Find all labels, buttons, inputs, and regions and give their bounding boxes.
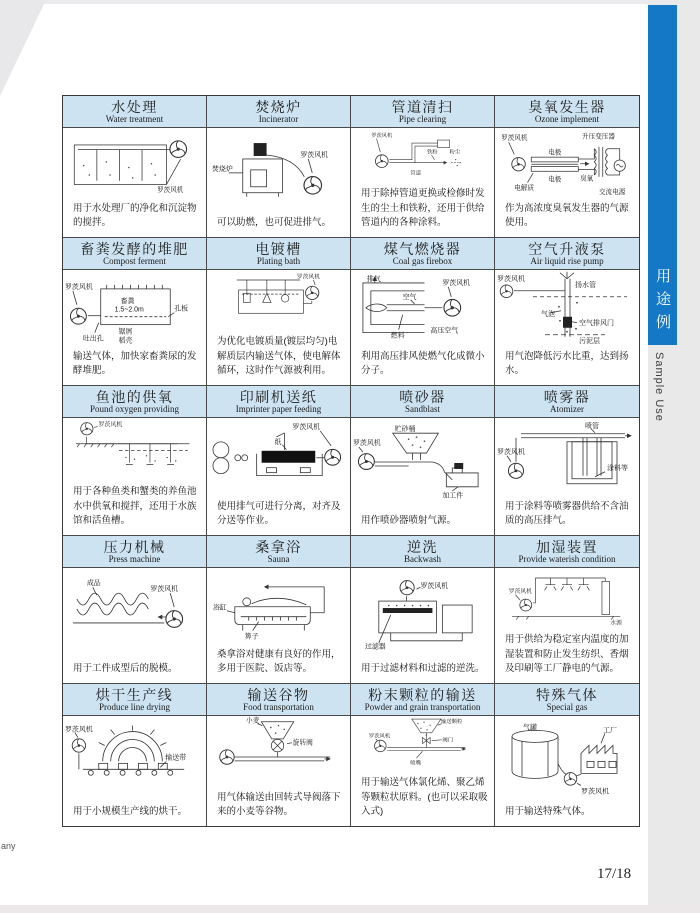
diagram-label: 罗茨风机 xyxy=(300,151,329,159)
diagram-label: 电解质 xyxy=(514,185,535,193)
cell-title-zh: 输送谷物 xyxy=(247,687,310,703)
diagram-svg xyxy=(495,568,639,631)
diagram-label: 排气 xyxy=(366,275,381,283)
diagram-label: 旋转阀 xyxy=(292,739,313,747)
diagram-label: 罗茨风机 xyxy=(157,186,184,194)
cell-sauna xyxy=(207,536,351,684)
diagram-label: 罗茨风机 xyxy=(150,586,179,594)
cell-header xyxy=(63,386,206,418)
cell-header xyxy=(207,238,350,270)
diagram-drawing xyxy=(379,587,472,643)
diagram-label: 空气 xyxy=(402,293,417,301)
diagram-water-treatment xyxy=(63,128,206,200)
diagram-drawing xyxy=(512,578,620,620)
cell-description: 利用高压排风使燃气化成微小分子。 xyxy=(361,350,485,376)
diagram-label: 罗茨风机 xyxy=(352,440,381,448)
cell-description: 用气泡降低污水比重，达到扬水。 xyxy=(505,350,629,376)
diagram-label: 罗茨风机 xyxy=(371,133,393,140)
diagram-grain-transport xyxy=(207,716,350,789)
side-tab-use-example xyxy=(648,5,677,345)
diagram-drying-line xyxy=(63,716,206,803)
cell-title-zh: 管道清扫 xyxy=(391,99,454,115)
diagram-label: 罗茨风机 xyxy=(64,726,93,734)
diagram-label: 罗茨风机 xyxy=(296,274,321,281)
cell-description: 用于涂料等喷雾器供给不含油质的高压排气。 xyxy=(505,500,629,526)
diagram-label: 喷嘴 xyxy=(410,760,421,767)
diagram-svg xyxy=(207,128,350,214)
cell-powder-transport xyxy=(351,684,495,826)
diagram-svg xyxy=(351,568,494,658)
cell-title-en: Powder and grain transportation xyxy=(364,702,481,713)
cell-title-zh: 焚烧炉 xyxy=(255,99,302,115)
diagram-label: 焚烧炉 xyxy=(211,165,233,173)
cell-title-en: Provide waterish condition xyxy=(518,554,616,565)
diagram-label: 气罐 xyxy=(523,724,537,732)
cell-backwash xyxy=(351,536,495,684)
cell-title-en: Pound oxygen providing xyxy=(90,404,179,415)
diagram-svg xyxy=(351,128,494,185)
cell-incinerator xyxy=(207,96,351,238)
cell-header xyxy=(207,684,350,716)
diagram-svg xyxy=(63,418,206,483)
cell-header xyxy=(495,96,639,128)
cell-title-zh: 逆洗 xyxy=(407,539,438,555)
blower-icon xyxy=(564,773,577,786)
cell-air-lift-pump xyxy=(495,238,639,386)
diagram-label: 输送颗粒 xyxy=(440,718,463,725)
cell-title-zh: 空气升液泵 xyxy=(528,241,606,257)
diagram-atomizer xyxy=(495,418,639,498)
cell-title-zh: 电镀槽 xyxy=(255,241,302,257)
diagram-label: 水源 xyxy=(610,620,622,627)
cell-title-zh: 粉末颗粒的输送 xyxy=(368,687,477,703)
cell-description: 用于工件成型后的脱模。 xyxy=(73,662,178,674)
cell-description: 用作喷砂器喷射气源。 xyxy=(361,514,457,526)
diagram-svg xyxy=(207,716,350,789)
diagram-svg xyxy=(351,270,494,348)
cell-title-zh: 印刷机送纸 xyxy=(239,389,318,405)
bubbles xyxy=(125,455,176,462)
air-valve xyxy=(563,317,572,328)
bottom-strip xyxy=(0,905,700,913)
blower-icon xyxy=(304,177,322,195)
cell-special-gas xyxy=(495,684,639,826)
cell-description: 用于输送特殊气体。 xyxy=(505,805,591,817)
cell-title-zh: 桑拿浴 xyxy=(255,539,302,555)
diagram-drawing xyxy=(237,280,315,313)
powder-dots xyxy=(417,722,430,736)
cell-title-zh: 畜粪发酵的堆肥 xyxy=(80,241,189,257)
blower-icon xyxy=(170,141,187,158)
diagram-svg xyxy=(63,270,206,348)
cell-title-en: Sandblast xyxy=(405,404,440,415)
cell-title-en: Imprinter paper feeding xyxy=(235,404,322,415)
diagram-label: 加工件 xyxy=(442,492,464,500)
diagram-special-gas xyxy=(495,716,639,803)
diagram-compost xyxy=(63,270,206,348)
page-corner-fold xyxy=(0,0,46,96)
diagram-fish-pond xyxy=(63,418,206,483)
cell-water-treatment xyxy=(63,96,207,238)
diagram-svg xyxy=(63,716,206,803)
cell-header xyxy=(63,238,206,270)
diagram-label: 畜粪 xyxy=(120,297,135,305)
cell-description: 用于除掉管道更换或检修时发生的尘土和铁粉，还用于供给管道内的各种涂料。 xyxy=(361,188,485,228)
cell-description: 使用排气可进行分离，对齐及分送等作业。 xyxy=(217,500,341,526)
cell-humidifier xyxy=(495,536,639,684)
chimney xyxy=(254,143,267,156)
diagram-label: 罗茨风机 xyxy=(501,135,528,143)
wheat-dots xyxy=(270,725,285,734)
cell-title-en: Food transportation xyxy=(243,702,314,713)
cell-description: 用气体输送由回转式导阀落下来的小麦等谷物。 xyxy=(217,791,341,817)
diagram-label: 电极 xyxy=(548,176,562,184)
cell-printer-paper-feeding xyxy=(207,386,351,536)
filter-dots xyxy=(388,605,429,607)
diagram-svg xyxy=(63,128,206,200)
footer-partial-text: any xyxy=(1,841,16,851)
cell-header xyxy=(495,684,639,716)
cell-title-en: Pipe clearing xyxy=(398,114,447,125)
blower-icon xyxy=(375,740,387,752)
diagram-label: 贮砂桶 xyxy=(394,426,416,434)
diagram-label: 输送带 xyxy=(165,754,187,762)
cell-title-en: Compost ferment xyxy=(103,256,166,267)
cell-header xyxy=(495,238,639,270)
cell-title-en: Special gas xyxy=(546,702,588,713)
diagram-label: 罗茨风机 xyxy=(508,588,532,595)
diagram-label: 电极 xyxy=(548,149,562,157)
diagram-label: 稻壳 xyxy=(118,337,133,345)
diagram-label: 喷管 xyxy=(585,422,599,430)
blower-icon xyxy=(220,750,234,764)
cell-header xyxy=(495,536,639,568)
diagram-svg xyxy=(207,568,350,646)
diagram-label: 罗茨风机 xyxy=(64,283,93,291)
diagram-svg xyxy=(495,418,639,498)
cell-fish-pond-oxygen xyxy=(63,386,207,536)
cell-press-machine xyxy=(63,536,207,684)
diagram-drawing xyxy=(74,145,180,185)
diagram-drawing xyxy=(76,427,189,465)
cell-header xyxy=(63,536,206,568)
diagram-label: 高压空气 xyxy=(430,327,459,335)
diagram-sandblast xyxy=(351,418,494,508)
blower-icon xyxy=(325,449,341,465)
cell-description: 用于小规模生产线的烘干。 xyxy=(73,805,188,817)
diagram-coal-gas-firebox xyxy=(351,270,494,348)
cell-title-en: Press machine xyxy=(108,554,161,565)
diagram-label: 吐出孔 xyxy=(82,335,104,343)
diagram-label: 罗茨风机 xyxy=(581,788,609,796)
cell-description: 用于供给为稳定室内温度的加湿装置和防止发生纺织、香烟及印刷等工厂静电的气源。 xyxy=(505,634,629,674)
diagram-label: 涂料等 xyxy=(607,464,628,472)
blower-icon xyxy=(444,299,461,316)
paper-stack xyxy=(262,451,316,463)
cell-title-en: Plating bath xyxy=(256,256,301,267)
diagram-svg xyxy=(63,568,206,658)
filter-layer xyxy=(383,608,433,613)
cell-header xyxy=(351,96,494,128)
cell-atomizer xyxy=(495,386,639,536)
diagram-label: 成品 xyxy=(86,580,101,588)
diagram-incinerator xyxy=(207,128,350,214)
diagram-drawing xyxy=(235,722,330,761)
cell-header xyxy=(207,536,350,568)
sand-dots xyxy=(408,436,425,448)
diagram-backwash xyxy=(351,568,494,658)
cell-description: 输送气体，加快家畜粪尿的发酵堆肥。 xyxy=(73,350,197,376)
page-top-edge xyxy=(0,0,700,4)
diagram-label: 罗茨风机 xyxy=(292,423,321,431)
cell-description: 为优化电镀质量(镀层均匀)电解质层内输送气体，使电解体循环，这时作气源被利用。 xyxy=(217,336,341,376)
diagram-drawing xyxy=(363,277,451,333)
blower-icon xyxy=(358,454,374,470)
diagram-label: 扬水管 xyxy=(575,281,596,289)
diagram-label: 臭氧 xyxy=(580,175,594,183)
cell-header xyxy=(207,386,350,418)
cell-title-en: Incinerator xyxy=(258,114,299,125)
cell-title-zh: 喷砂器 xyxy=(399,389,446,405)
cell-header xyxy=(351,536,494,568)
diagram-drawing xyxy=(509,142,626,182)
di​agram-label: 罗茨风机 xyxy=(368,733,391,740)
blower-icon xyxy=(512,157,525,170)
cell-coal-gas-firebox xyxy=(351,238,495,386)
cell-description: 桑拿浴对健康有良好的作用，多用于医院、饭店等。 xyxy=(217,648,341,674)
diagram-label: 空气排风门 xyxy=(579,319,614,327)
cell-header xyxy=(351,238,494,270)
cell-compost-ferment xyxy=(63,238,207,386)
cell-header xyxy=(207,96,350,128)
blower-icon xyxy=(81,423,93,435)
diagram-pipe-clearing xyxy=(351,128,494,185)
diagram-label: 孔板 xyxy=(174,305,189,313)
diagram-label: 罗茨风机 xyxy=(497,275,525,283)
blower-icon xyxy=(166,611,183,628)
diagram-label: 污泥层 xyxy=(579,337,600,345)
diagram-ozone xyxy=(495,128,639,200)
cell-title-zh: 喷雾器 xyxy=(543,389,591,405)
cell-description: 用于过滤材料和过滤的逆洗。 xyxy=(361,662,485,674)
cell-title-zh: 水处理 xyxy=(111,99,158,115)
diagram-label: 锯屑 xyxy=(118,328,133,336)
cell-title-en: Coal gas firebox xyxy=(392,256,453,267)
cell-sandblast xyxy=(351,386,495,536)
diagram-svg xyxy=(495,270,639,348)
diagram-plating-bath xyxy=(207,270,350,333)
nozzle xyxy=(454,463,463,469)
diagram-label: 粉尘 xyxy=(449,149,461,156)
cell-title-zh: 加湿装置 xyxy=(536,539,598,555)
cell-title-zh: 压力机械 xyxy=(103,539,166,555)
diagram-svg xyxy=(495,128,639,200)
cell-title-en: Ozone implement xyxy=(534,114,600,125)
cell-description: 用于输送气体氯化烯、聚乙烯等颗粒状原料。(也可以采取吸入式) xyxy=(361,777,488,817)
blower-icon xyxy=(70,308,86,324)
cell-header xyxy=(63,684,206,716)
cell-header xyxy=(351,386,494,418)
diagram-label: 罗茨风机 xyxy=(497,448,525,456)
diagram-svg xyxy=(351,418,494,508)
diagram-printer-feeding xyxy=(207,418,350,498)
diagram-label: 纸 xyxy=(274,438,282,446)
diagram-svg xyxy=(495,716,639,803)
cell-title-en: Water treatment xyxy=(105,114,164,125)
cell-description: 可以助燃，也可促进排气。 xyxy=(217,216,332,228)
diagram-press-machine xyxy=(63,568,206,658)
cell-grain-transport xyxy=(207,684,351,826)
cell-ozone-implement xyxy=(495,96,639,238)
diagram-svg xyxy=(207,418,350,498)
cell-title-en: Atomizer xyxy=(550,404,584,415)
diagram-label: 1.5~2.0m xyxy=(114,306,144,314)
diagram-humidifier xyxy=(495,568,639,631)
blower-icon xyxy=(306,286,319,299)
diagram-svg xyxy=(351,716,494,774)
diagram-label: 罗茨风机 xyxy=(98,422,123,429)
diagram-drawing xyxy=(377,139,459,163)
blower-icon xyxy=(72,739,85,752)
diagram-label: 升压变压器 xyxy=(582,133,615,141)
cell-title-en: Produce line drying xyxy=(99,702,170,713)
blower-icon xyxy=(508,463,523,478)
cell-drying-line xyxy=(63,684,207,826)
cell-description: 作为高浓度臭氧发生器的气源使用。 xyxy=(505,202,629,228)
diagram-label: 罗茨风机 xyxy=(420,583,449,591)
diagram-label: 过滤器 xyxy=(364,643,386,651)
cell-plating-bath xyxy=(207,238,351,386)
cell-title-zh: 臭氧发生器 xyxy=(528,99,606,115)
side-tab-label-en: Sample Use xyxy=(653,352,665,422)
diagram-label: 铁粉 xyxy=(427,149,438,156)
cell-description: 用于各种鱼类和蟹类的养鱼池水中供氧和搅拌，还用于水族馆和活鱼槽。 xyxy=(73,486,197,526)
diagram-label: 罗茨风机 xyxy=(442,279,471,287)
diagram-sauna xyxy=(207,568,350,646)
blower-icon xyxy=(500,285,513,298)
cell-header xyxy=(63,96,206,128)
cell-title-zh: 鱼池的供氧 xyxy=(95,389,174,405)
cell-title-en: Air liquid rise pump xyxy=(530,256,604,267)
cell-title-zh: 烘干生产线 xyxy=(95,687,174,703)
diagram-label: 小麦 xyxy=(246,717,260,725)
page-number: 17/18 xyxy=(597,866,632,882)
diagram-label: 工厂 xyxy=(603,727,617,735)
cell-pipe-clearing xyxy=(351,96,495,238)
diagram-label: 管道 xyxy=(410,170,421,177)
diagram-label: 燃料 xyxy=(390,332,405,340)
cell-header xyxy=(495,386,639,418)
side-tab-label-zh: 用途例 xyxy=(654,268,671,337)
diagram-label: 箅子 xyxy=(244,633,259,641)
cell-title-en: Sauna xyxy=(267,554,290,565)
blower-icon xyxy=(520,599,532,611)
cell-header xyxy=(351,684,494,716)
diagram-drawing xyxy=(507,429,631,484)
blower-icon xyxy=(375,155,388,168)
cell-title-en: Backwash xyxy=(404,554,441,565)
diagram-label: 阀门 xyxy=(442,737,454,744)
cell-description: 用于水处理厂的净化和沉淀物的搅拌。 xyxy=(73,202,197,228)
diagram-air-lift-pump xyxy=(495,270,639,348)
diagram-label: 浴缸 xyxy=(212,604,227,612)
cell-title-zh: 特殊气体 xyxy=(536,687,598,703)
applications-table xyxy=(62,95,640,827)
diagram-drawing xyxy=(227,587,324,631)
blower-icon xyxy=(400,581,414,595)
diagram-powder-transport xyxy=(351,716,494,774)
diagram-label: 气泡 xyxy=(541,310,555,318)
diagram-svg xyxy=(207,270,350,333)
diagram-label: 交流电源 xyxy=(598,188,626,196)
cell-title-zh: 煤气燃烧器 xyxy=(383,241,462,257)
diagram-drawing xyxy=(229,155,312,197)
